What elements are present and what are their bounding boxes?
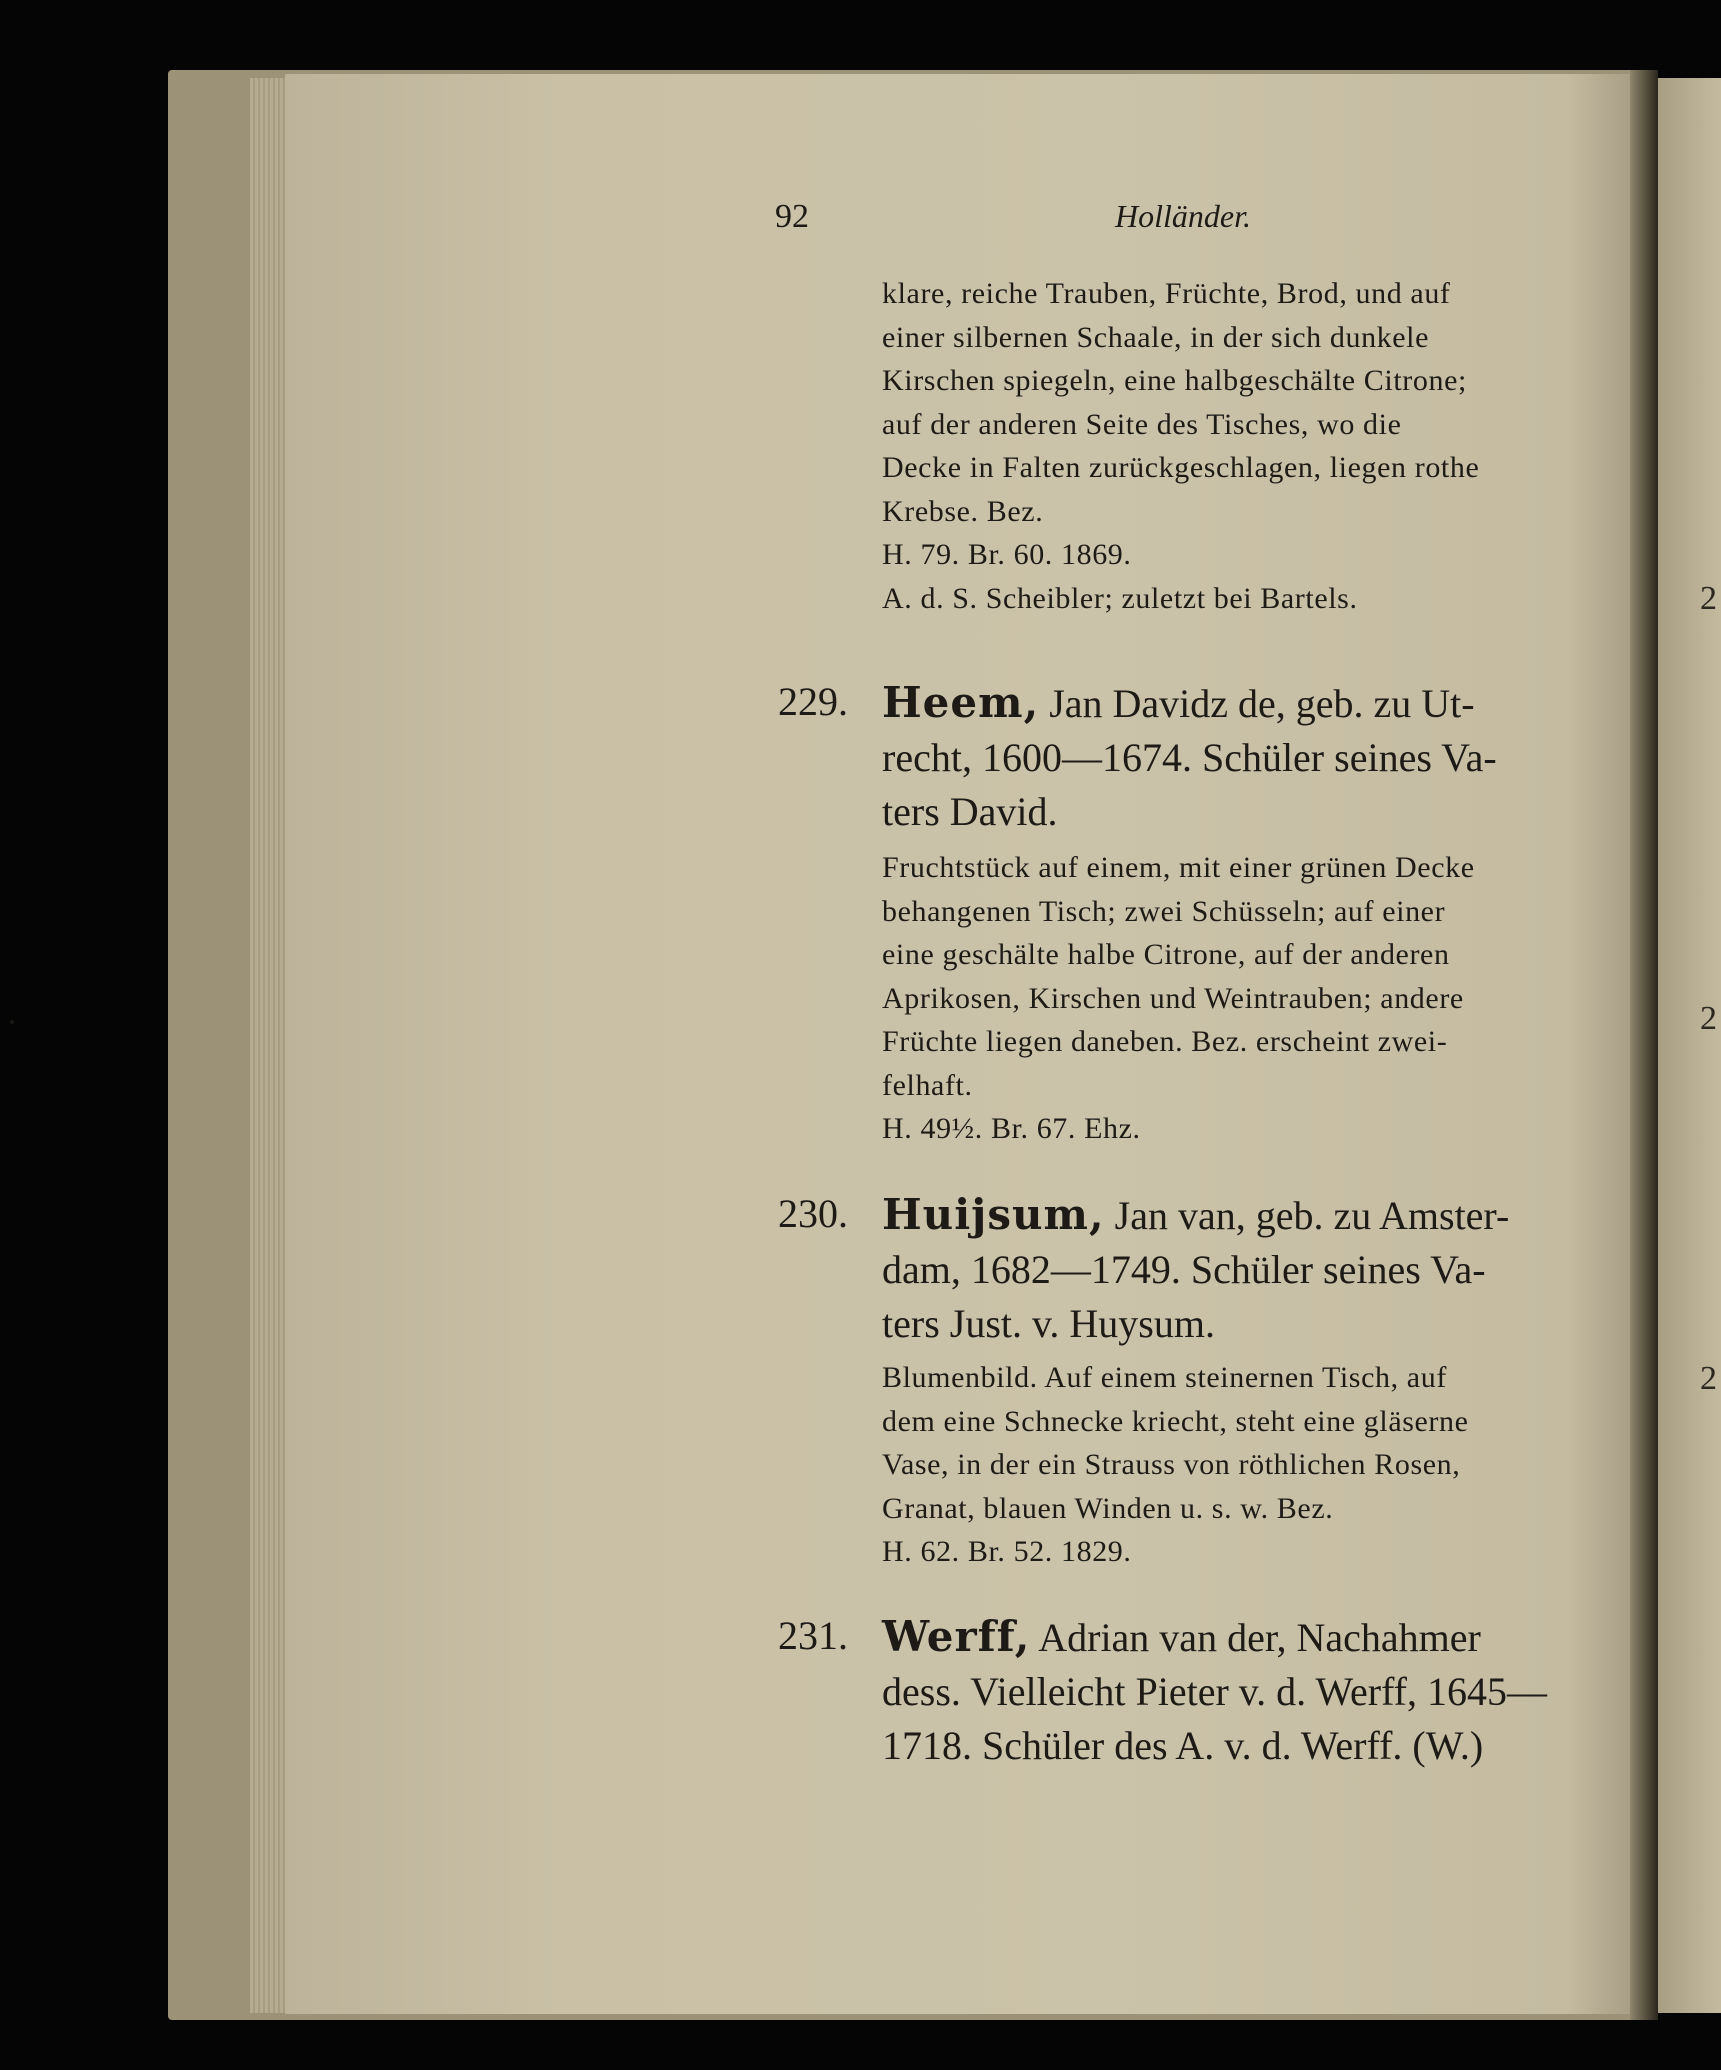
facing-page-edge xyxy=(1658,78,1721,2013)
text-line: Früchte liegen daneben. Bez. erscheint zwei- xyxy=(882,1025,1448,1058)
text-line: Decke in Falten zurückgeschlagen, liegen rothe xyxy=(882,451,1480,484)
entry-head-line: recht, 1600—1674. Schüler seines Va- xyxy=(882,735,1497,780)
entry-number: 231. xyxy=(778,1613,848,1658)
text-line: Blumenbild. Auf einem steinernen Tisch, auf xyxy=(882,1361,1447,1394)
entry-head-line: dam, 1682—1749. Schüler seines Va- xyxy=(882,1247,1486,1292)
text-line: klare, reiche Trauben, Früchte, Brod, und auf xyxy=(882,277,1451,310)
entry-number: 229. xyxy=(778,679,848,724)
entry-description xyxy=(882,846,1624,1151)
entry-head-line: ters David. xyxy=(882,789,1058,834)
page-number: 92 xyxy=(775,198,809,235)
entry-head-line: Adrian van der, Nachahmer xyxy=(1038,1615,1481,1660)
text-line: Kirschen spiegeln, eine halbgeschälte Citrone; xyxy=(882,364,1467,397)
text-line: H. 49½. Br. 67. Ehz. xyxy=(882,1112,1141,1145)
artist-name: Werff, xyxy=(882,1612,1031,1661)
facing-page-fragment: 2 xyxy=(1700,580,1717,617)
entry-head-line: dess. Vielleicht Pieter v. d. Werff, 1645— xyxy=(882,1669,1547,1714)
artist-name: Huijsum, xyxy=(882,1190,1105,1239)
continuation-paragraph xyxy=(882,272,1624,620)
text-line: A. d. S. Scheibler; zuletzt bei Bartels. xyxy=(882,581,1358,615)
text-line: auf der anderen Seite des Tisches, wo die xyxy=(882,407,1402,441)
facing-page-fragment: 2 xyxy=(1700,1360,1717,1397)
book-spine xyxy=(1630,70,1658,2020)
entry-heading xyxy=(882,1188,1624,1351)
text-line: Aprikosen, Kirschen und Weintrauben; andere xyxy=(882,981,1464,1015)
text-line: H. 79. Br. 60. 1869. xyxy=(882,538,1132,571)
facing-page-fragment: 2 xyxy=(1700,1000,1717,1037)
entry-heading xyxy=(882,1610,1624,1773)
text-line: felhaft. xyxy=(882,1068,973,1102)
text-line: eine geschälte halbe Citrone, auf der anderen xyxy=(882,938,1450,971)
text-line: dem eine Schnecke kriecht, steht eine gläserne xyxy=(882,1404,1469,1438)
entry-head-line: Jan van, geb. zu Amster- xyxy=(1114,1193,1510,1238)
entry-description xyxy=(882,1356,1624,1574)
entry-heading xyxy=(882,676,1624,839)
text-line: einer silbernen Schaale, in der sich dunkele xyxy=(882,320,1430,354)
text-line: Fruchtstück auf einem, mit einer grünen Decke xyxy=(882,851,1475,884)
text-line: Krebse. Bez. xyxy=(882,494,1044,528)
entry-head-line: Jan Davidz de, geb. zu Ut- xyxy=(1049,681,1475,726)
scan-speck xyxy=(10,1020,14,1024)
entry-number: 230. xyxy=(778,1191,848,1236)
text-line: H. 62. Br. 52. 1829. xyxy=(882,1535,1132,1568)
text-line: Granat, blauen Winden u. s. w. Bez. xyxy=(882,1491,1334,1525)
text-line: Vase, in der ein Strauss von röthlichen Rosen, xyxy=(882,1448,1461,1481)
entry-head-line: ters Just. v. Huysum. xyxy=(882,1301,1215,1346)
entry-head-line: 1718. Schüler des A. v. d. Werff. (W.) xyxy=(882,1723,1484,1768)
text-line: behangenen Tisch; zwei Schüsseln; auf einer xyxy=(882,894,1446,928)
running-title: Holländer. xyxy=(1115,198,1251,234)
artist-name: Heem, xyxy=(882,678,1040,727)
